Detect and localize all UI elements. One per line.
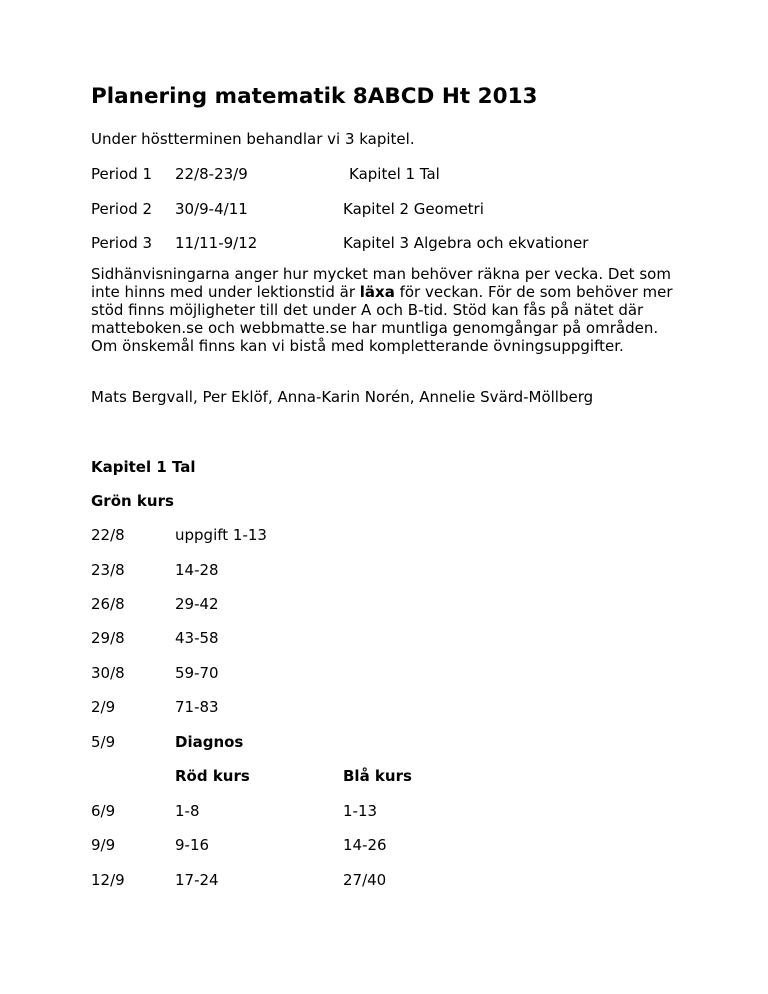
split-row-blue: 14-26	[343, 836, 387, 854]
split-row-red: 17-24	[175, 871, 219, 889]
split-row-red: 9-16	[175, 836, 210, 854]
split-row-date: 12/9	[91, 871, 125, 889]
intro-text: Under höstterminen behandlar vi 3 kapitel.	[91, 130, 415, 148]
paragraph-text-before: Sidhänvisningarna anger hur mycket man behöver räkna per vecka. Det som inte hinns med under lektionstid är	[91, 265, 671, 301]
split-row-date: 9/9	[91, 836, 116, 854]
green-row-task: 14-28	[175, 561, 219, 579]
split-row-blue: 1-13	[343, 802, 378, 820]
green-course-heading: Grön kurs	[91, 492, 174, 510]
blue-course-heading: Blå kurs	[343, 767, 412, 785]
green-row-date: 22/8	[91, 526, 125, 544]
period-3-dates: 11/11-9/12	[175, 234, 258, 252]
paragraph-bold-homework: läxa	[359, 283, 395, 301]
green-row-task: 43-58	[175, 629, 219, 647]
green-row-date: 26/8	[91, 595, 125, 613]
period-2-name: Period 2	[91, 200, 153, 218]
green-row-date: 2/9	[91, 698, 116, 716]
period-3-name: Period 3	[91, 234, 153, 252]
diagnos-label: Diagnos	[175, 733, 244, 751]
green-row-task: 59-70	[175, 664, 219, 682]
green-row-task: 29-42	[175, 595, 219, 613]
period-1-dates: 22/8-23/9	[175, 165, 248, 183]
period-1-name: Period 1	[91, 165, 153, 183]
split-row-blue: 27/40	[343, 871, 387, 889]
diagnos-date: 5/9	[91, 733, 116, 751]
period-3-chapter: Kapitel 3 Algebra och ekvationer	[343, 234, 589, 252]
split-row-red: 1-8	[175, 802, 200, 820]
red-course-heading: Röd kurs	[175, 767, 250, 785]
green-row-date: 23/8	[91, 561, 125, 579]
split-row-date: 6/9	[91, 802, 116, 820]
green-row-date: 29/8	[91, 629, 125, 647]
green-row-task: uppgift 1-13	[175, 526, 267, 544]
chapter-1-heading: Kapitel 1 Tal	[91, 458, 196, 476]
period-1-chapter: Kapitel 1 Tal	[349, 165, 440, 183]
authors-line: Mats Bergvall, Per Eklöf, Anna-Karin Norén, Annelie Svärd-Möllberg	[91, 388, 594, 406]
description-paragraph	[91, 265, 681, 355]
page-title: Planering matematik 8ABCD Ht 2013	[91, 84, 538, 109]
green-row-date: 30/8	[91, 664, 125, 682]
period-2-dates: 30/9-4/11	[175, 200, 248, 218]
paragraph-text-after: för veckan. För de som behöver mer stöd finns möjligheter till det under A och B-tid. Stöd kan fås på nätet där matteboken.se och webbmatte.se har muntliga genomgångar på områden. Om önskemål finns kan vi bistå med kompletterande övningsuppgifter.	[91, 283, 673, 355]
period-2-chapter: Kapitel 2 Geometri	[343, 200, 484, 218]
green-row-task: 71-83	[175, 698, 219, 716]
